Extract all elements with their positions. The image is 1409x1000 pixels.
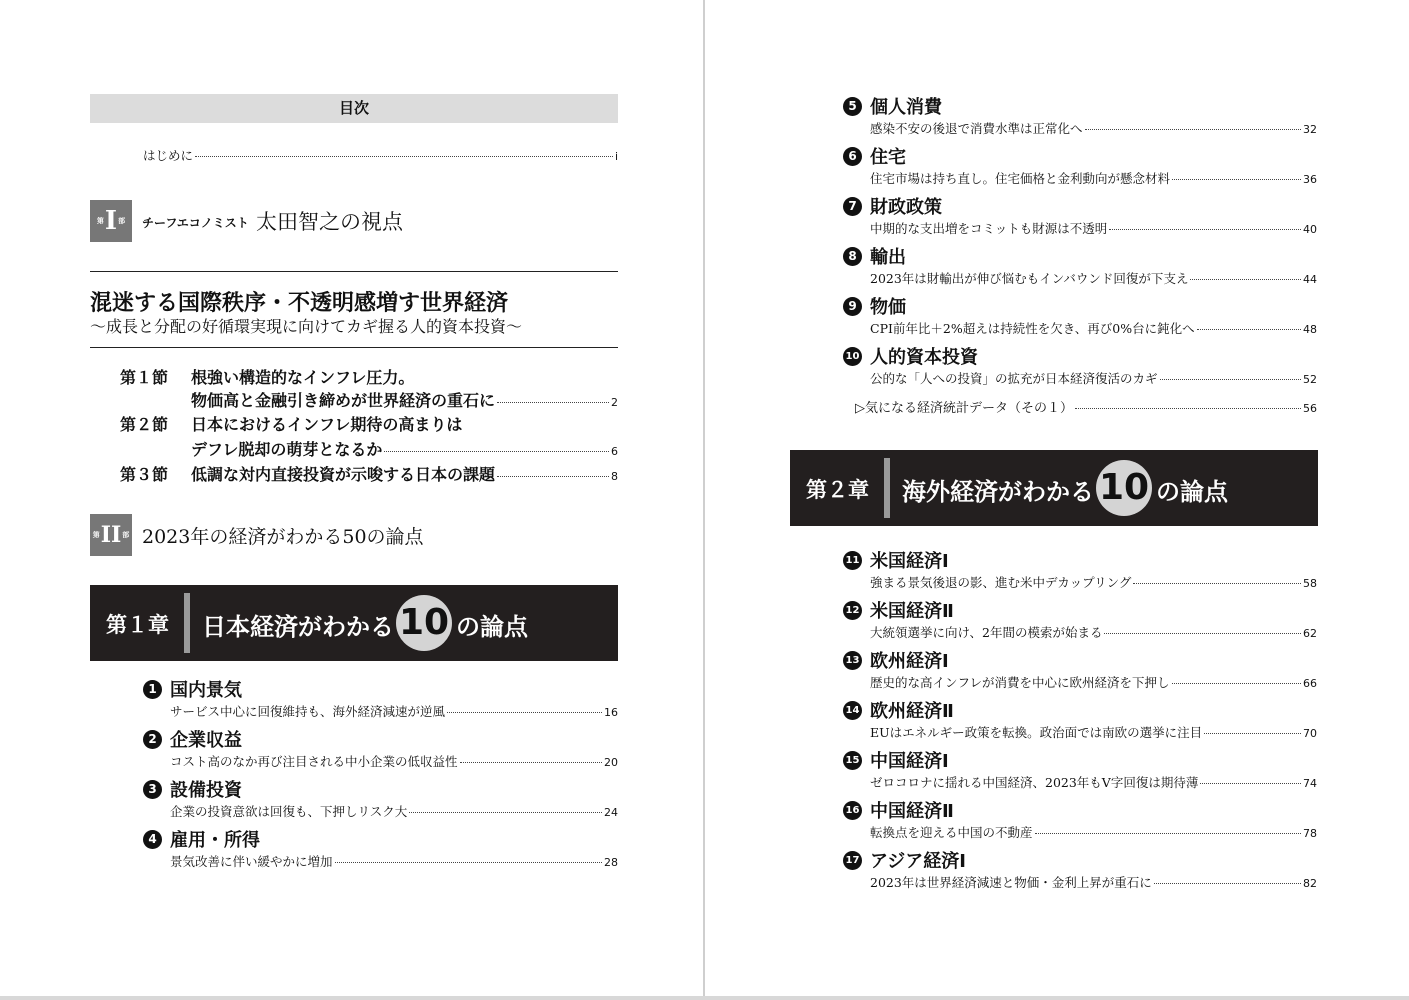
page-number: 78	[1303, 827, 1317, 840]
list-item[interactable]	[143, 776, 618, 826]
page-number: 74	[1303, 777, 1317, 790]
leader-dots	[497, 402, 609, 403]
list-item[interactable]	[843, 93, 1317, 143]
leader-dots	[447, 712, 602, 713]
item-subtitle: 住宅市場は持ち直し。住宅価格と金利動向が懸念材料	[870, 171, 1171, 186]
leader-dots	[1172, 179, 1301, 180]
item-number-icon: 8	[843, 247, 862, 266]
page-number: 62	[1303, 627, 1317, 640]
list-item[interactable]	[843, 547, 1317, 597]
item-subtitle: 2023年は世界経済減速と物価・金利上昇が重石に	[870, 875, 1152, 890]
leader-dots	[335, 862, 602, 863]
list-item[interactable]	[843, 343, 1317, 393]
section-entry-2[interactable]	[191, 437, 618, 460]
item-title: 個人消費	[870, 97, 942, 118]
part1-badge	[90, 200, 132, 242]
section-label: 第１節	[120, 368, 169, 387]
part1-title: 太田智之の視点	[256, 210, 403, 234]
item-subtitle: 感染不安の後退で消費水準は正常化へ	[870, 121, 1083, 136]
list-item[interactable]	[843, 697, 1317, 747]
part2-title: 2023年の経済がわかる50の論点	[142, 526, 424, 548]
section-label: 第３節	[120, 465, 169, 484]
page-number: 82	[1303, 877, 1317, 890]
item-title: 欧州経済Ⅰ	[870, 651, 949, 672]
list-item[interactable]	[843, 243, 1317, 293]
leader-dots	[497, 476, 609, 477]
list-item[interactable]	[843, 797, 1317, 847]
item-number-icon: 15	[843, 751, 862, 770]
item-number-icon: 9	[843, 297, 862, 316]
chapter2-list	[843, 547, 1317, 897]
item-title: 米国経済Ⅱ	[870, 601, 954, 622]
intro-entry[interactable]	[143, 146, 618, 164]
section-line2: 物価高と金融引き締めが世界経済の重石に	[191, 391, 496, 410]
feature-subtitle: 〜成長と分配の好循環実現に向けてカギ握る人的資本投資〜	[90, 317, 523, 336]
item-subtitle: 中期的な支出増をコミットも財源は不透明	[870, 221, 1108, 236]
part-prefix: 第	[92, 531, 100, 539]
item-number-icon: 6	[843, 147, 862, 166]
chapter-number-circle: 10	[1096, 460, 1152, 516]
chapter2-banner	[790, 450, 1318, 526]
item-subtitle: EUはエネルギー政策を転換。政治面では南欧の選挙に注目	[870, 725, 1203, 740]
chapter-divider	[884, 458, 890, 518]
part-suffix: 部	[122, 531, 130, 539]
item-number-icon: 1	[143, 680, 162, 699]
item-subtitle: ゼロコロナに揺れる中国経済、2023年もV字回復は期待薄	[870, 775, 1199, 790]
leader-dots	[1109, 229, 1301, 230]
section-label: 第２節	[120, 415, 169, 434]
section-line1: 低調な対内直接投資が示唆する日本の課題	[191, 465, 496, 484]
leader-dots	[1085, 129, 1301, 130]
leader-dots	[1197, 329, 1301, 330]
leader-dots	[384, 451, 609, 452]
leader-dots	[1204, 733, 1301, 734]
page-number: 28	[604, 856, 618, 869]
toc-header: 目次	[90, 94, 618, 123]
item-title: 米国経済Ⅰ	[870, 551, 949, 572]
part-numeral: II	[100, 522, 122, 548]
list-item[interactable]	[843, 847, 1317, 897]
leader-dots	[409, 812, 602, 813]
item-title: 中国経済Ⅱ	[870, 801, 954, 822]
item-number-icon: 7	[843, 197, 862, 216]
item-subtitle: 転換点を迎える中国の不動産	[870, 825, 1033, 840]
chapter1-list-left	[143, 676, 618, 876]
page-number: 2	[611, 396, 618, 409]
item-subtitle: 景気改善に伴い緩やかに増加	[170, 854, 333, 869]
list-item[interactable]	[843, 747, 1317, 797]
chapter-label: 第１章	[106, 613, 169, 637]
leader-dots	[1172, 683, 1301, 684]
chapter-title-post: の論点	[456, 613, 528, 641]
chapter1-list-right	[843, 93, 1317, 393]
page-number: 20	[604, 756, 618, 769]
chapter-title-pre: 日本経済がわかる	[202, 613, 394, 641]
leader-dots	[1200, 783, 1301, 784]
page-number: 32	[1303, 123, 1317, 136]
extra-text: ▷気になる経済統計データ（その１）	[855, 401, 1073, 416]
list-item[interactable]	[143, 676, 618, 726]
item-number-icon: 2	[143, 730, 162, 749]
list-item[interactable]	[843, 143, 1317, 193]
item-title: 雇用・所得	[170, 830, 260, 851]
leader-dots	[1154, 883, 1301, 884]
list-item[interactable]	[143, 726, 618, 776]
item-title: 輸出	[870, 247, 906, 268]
leader-dots	[1133, 583, 1301, 584]
page-number: 36	[1303, 173, 1317, 186]
item-number-icon: 4	[143, 830, 162, 849]
item-subtitle: 2023年は財輸出が伸び悩むもインバウンド回復が下支え	[870, 271, 1189, 286]
section-line1: 日本におけるインフレ期待の高まりは	[191, 415, 463, 434]
leader-dots	[195, 156, 613, 157]
page-number: 44	[1303, 273, 1317, 286]
item-number-icon: 5	[843, 97, 862, 116]
page-number: 24	[604, 806, 618, 819]
page-number: 16	[604, 706, 618, 719]
item-title: アジア経済Ⅰ	[870, 851, 966, 872]
page-number: 66	[1303, 677, 1317, 690]
item-subtitle: 公的な「人への投資」の拡充が日本経済復活のカギ	[870, 371, 1158, 386]
item-title: 設備投資	[170, 780, 242, 801]
item-subtitle: 強まる景気後退の影、進む米中デカップリング	[870, 575, 1132, 590]
intro-text: はじめに	[143, 148, 194, 163]
part-suffix: 部	[118, 217, 126, 225]
item-title: 中国経済Ⅰ	[870, 751, 949, 772]
page-number: i	[614, 150, 618, 163]
page-number: 70	[1303, 727, 1317, 740]
list-item[interactable]	[143, 826, 618, 876]
item-title: 欧州経済Ⅱ	[870, 701, 954, 722]
item-title: 人的資本投資	[870, 347, 978, 368]
leader-dots	[1160, 379, 1301, 380]
item-number-icon: 3	[143, 780, 162, 799]
leader-dots	[1035, 833, 1301, 834]
section-line1: 根強い構造的なインフレ圧力。	[191, 368, 415, 387]
chapter-divider	[184, 593, 190, 653]
rule-top	[90, 271, 618, 272]
page-number: 52	[1303, 373, 1317, 386]
item-title: 企業収益	[170, 730, 242, 751]
item-number-icon: 11	[843, 551, 862, 570]
item-number-icon: 12	[843, 601, 862, 620]
page-spine	[703, 0, 705, 1000]
list-item[interactable]	[843, 193, 1317, 243]
page-number: 6	[611, 445, 618, 458]
part2-badge	[90, 514, 132, 556]
bottom-edge	[0, 996, 1409, 1000]
section-entry-1[interactable]	[191, 388, 618, 411]
leader-dots	[1075, 408, 1301, 409]
item-number-icon: 10	[843, 347, 862, 366]
part-prefix: 第	[96, 217, 104, 225]
page-number: 58	[1303, 577, 1317, 590]
item-number-icon: 17	[843, 851, 862, 870]
chapter-title-pre: 海外経済がわかる	[902, 478, 1094, 506]
section-entry-3[interactable]	[191, 462, 618, 485]
item-number-icon: 16	[843, 801, 862, 820]
item-number-icon: 13	[843, 651, 862, 670]
part1-subtitle: チーフエコノミスト	[142, 216, 249, 230]
chapter-label: 第２章	[806, 478, 869, 502]
list-item[interactable]	[843, 647, 1317, 697]
chapter-number-circle: 10	[396, 595, 452, 651]
feature-title: 混迷する国際秩序・不透明感増す世界経済	[90, 291, 509, 316]
item-subtitle: コスト高のなか再び注目される中小企業の低収益性	[170, 754, 458, 769]
item-subtitle: 企業の投資意欲は回復も、下押しリスク大	[170, 804, 408, 819]
item-title: 財政政策	[870, 197, 942, 218]
leader-dots	[460, 762, 602, 763]
list-item[interactable]	[843, 597, 1317, 647]
item-subtitle: 大統領選挙に向け、2年間の模索が始まる	[870, 625, 1103, 640]
page-number: 56	[1303, 402, 1317, 415]
item-subtitle: CPI前年比＋2%超えは持続性を欠き、再び0%台に鈍化へ	[870, 321, 1195, 336]
page-number: 40	[1303, 223, 1317, 236]
item-subtitle: サービス中心に回復維持も、海外経済減速が逆風	[170, 704, 446, 719]
item-number-icon: 14	[843, 701, 862, 720]
list-item[interactable]	[843, 293, 1317, 343]
page-number: 8	[611, 470, 618, 483]
item-subtitle: 歴史的な高インフレが消費を中心に欧州経済を下押し	[870, 675, 1170, 690]
chapter-title-post: の論点	[1156, 478, 1228, 506]
extra-data-entry[interactable]	[855, 397, 1317, 416]
leader-dots	[1190, 279, 1301, 280]
leader-dots	[1104, 633, 1301, 634]
item-title: 住宅	[870, 147, 906, 168]
item-title: 国内景気	[170, 680, 242, 701]
rule-bottom	[90, 347, 618, 348]
chapter1-banner	[90, 585, 618, 661]
page-number: 48	[1303, 323, 1317, 336]
item-title: 物価	[870, 297, 906, 318]
section-line2: デフレ脱却の萌芽となるか	[191, 440, 383, 459]
part-numeral: I	[104, 206, 118, 236]
